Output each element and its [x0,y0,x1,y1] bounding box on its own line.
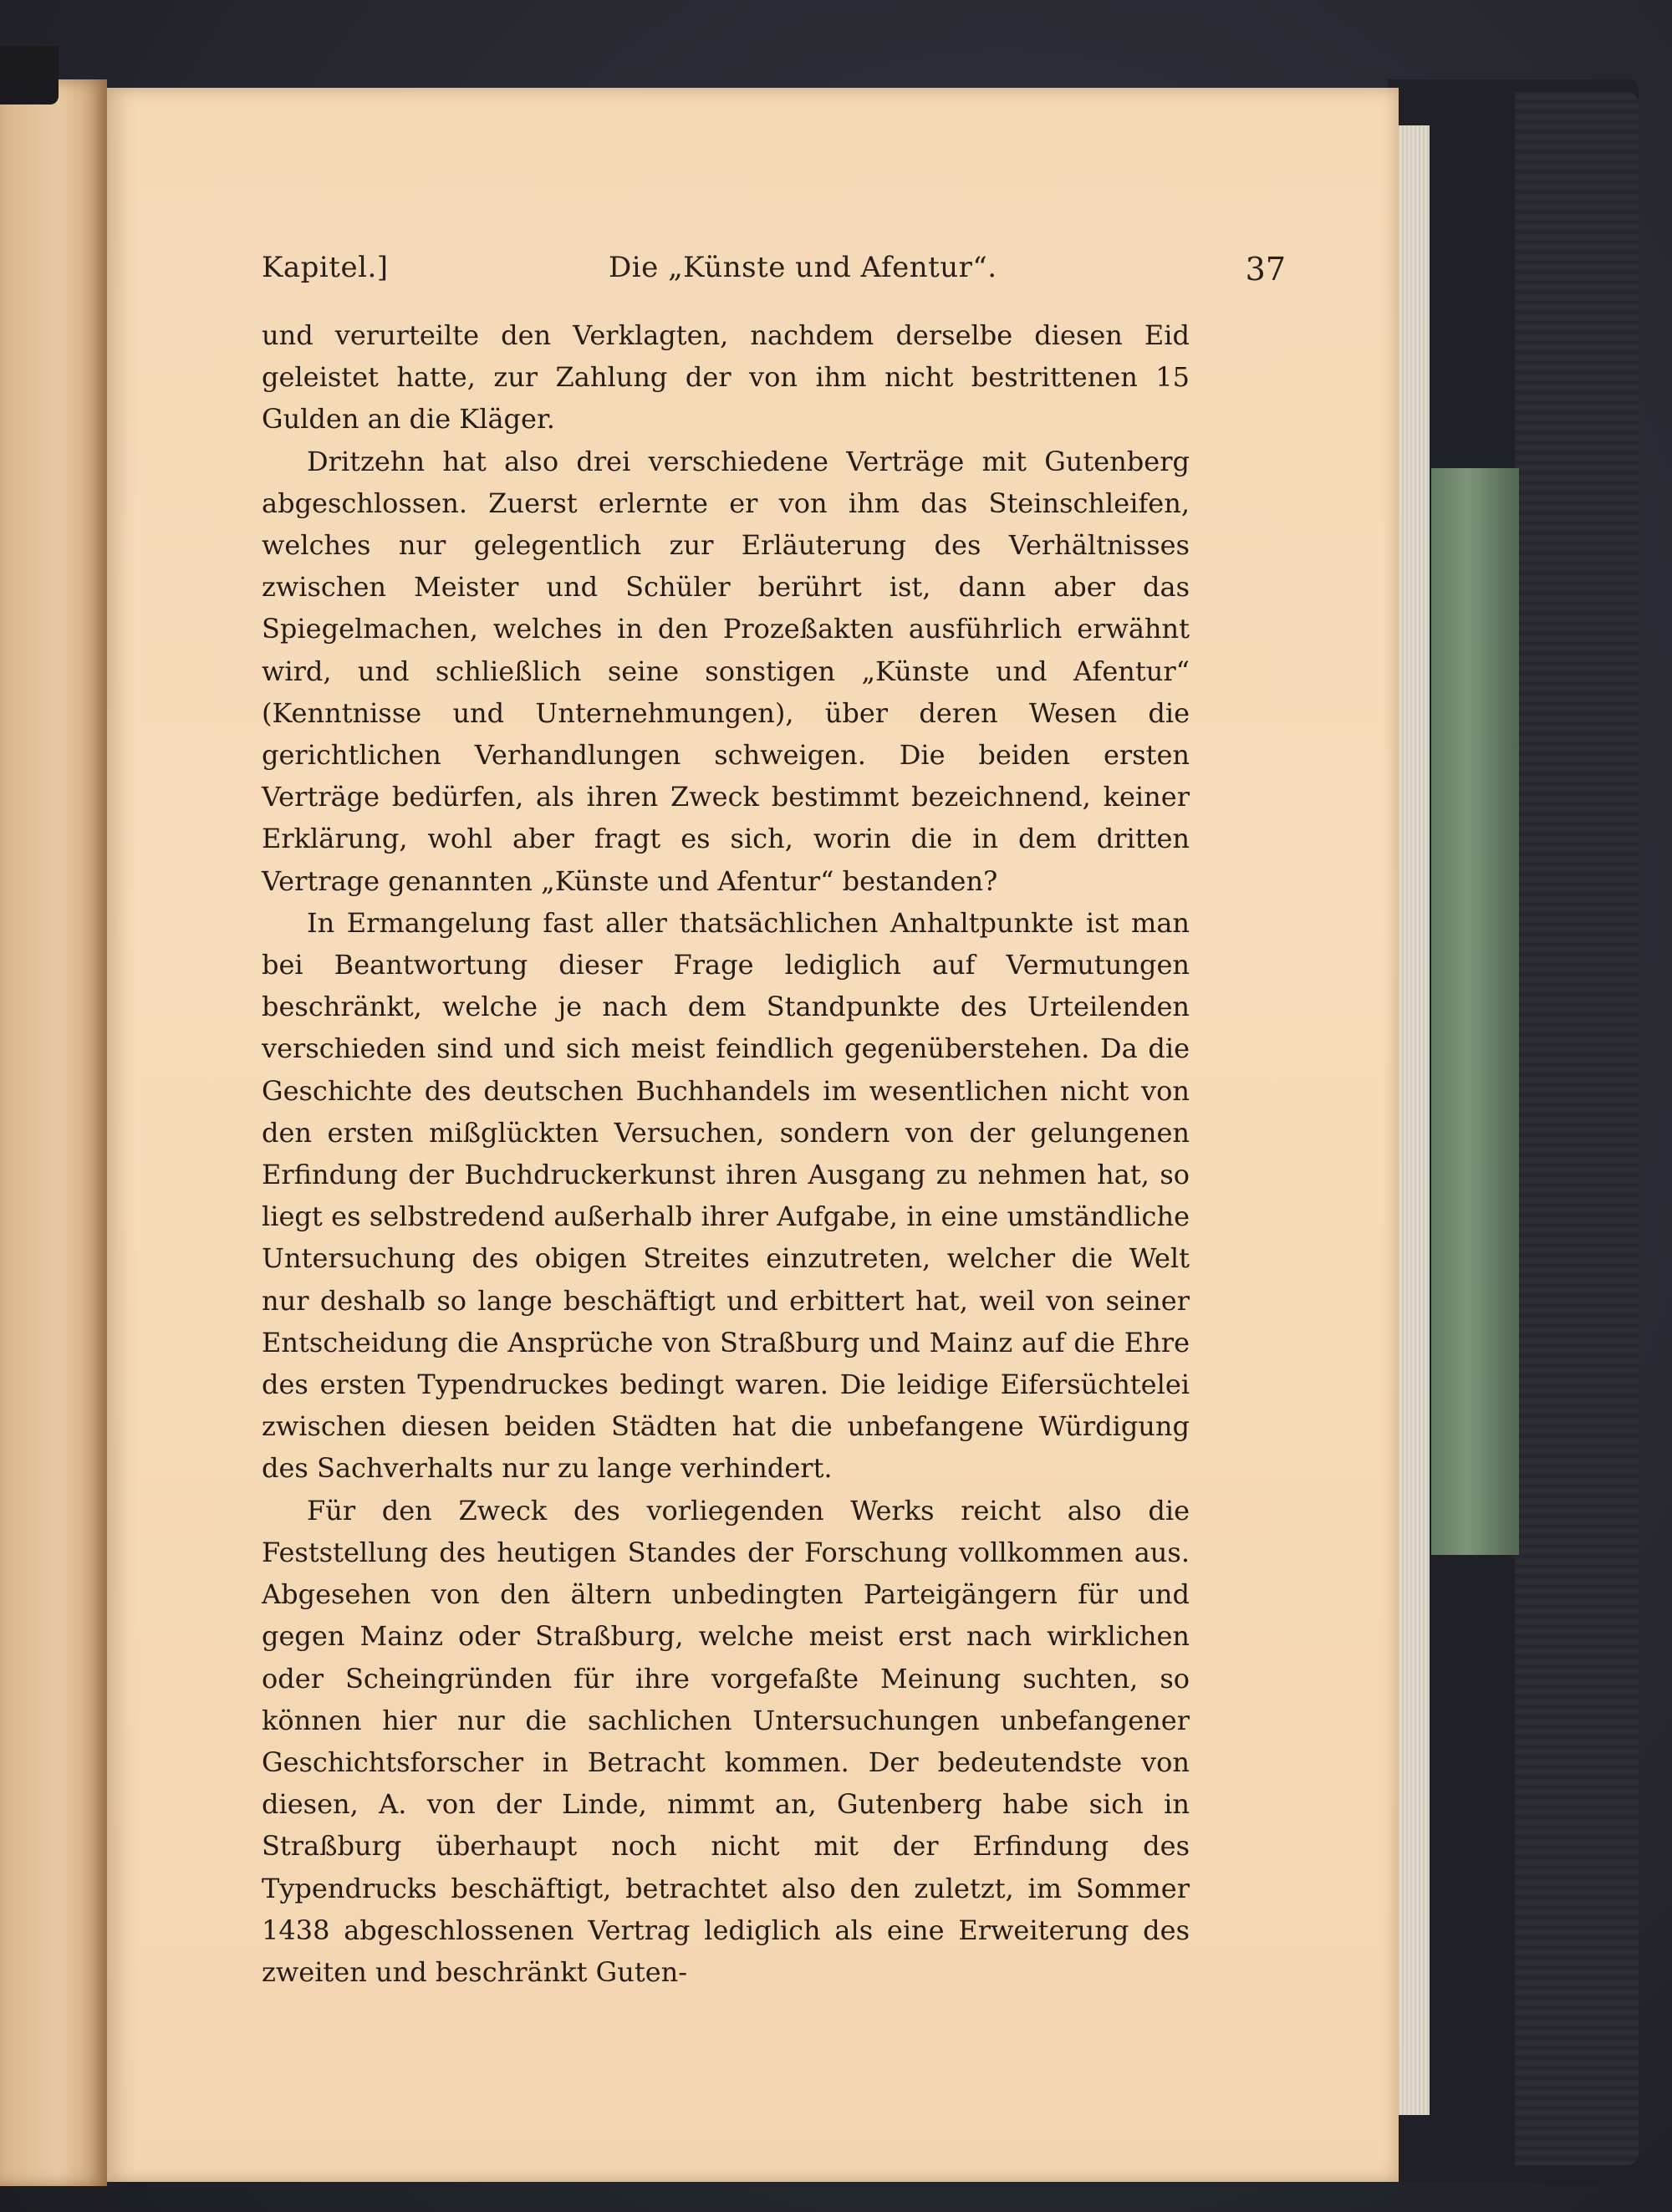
running-head [153,251,1286,293]
paragraph: und verurteilte den Verklagten, nachdem derselbe diesen Eid geleistet hatte, zur Zahlung der von ihm nicht bestrittenen 15 Gulden an die Kläger. [262,319,1190,436]
book-cover-corner [0,46,59,104]
marbled-endpaper [1431,468,1519,1555]
paragraph: In Ermangelung fast aller thatsächlichen Anhaltpunkte ist man bei Beantwortung dieser Frage lediglich auf Vermutungen beschränkt, welche je nach dem Standpunkte des Urteilenden verschieden sind und sich meist feindlich gegenüberstehen. Da die Geschichte des deutschen Buchhandels im wesentlichen nicht von den ersten mißglückten Versuchen, sondern von der gelungenen Erfindung der Buchdruckerkunst ihren Ausgang zu nehmen hat, so liegt es selbstredend außerhalb ihrer Aufgabe, in eine umständliche Untersuchung des obigen Streites einzutreten, welcher die Welt nur deshalb so lange beschäftigt und erbittert hat, weil von seiner Entscheidung die Ansprüche von Straßburg und Mainz auf die Ehre des ersten Typendruckes bedingt waren. Die leidige Eifersüchtelei zwischen diesen beiden Städten hat die unbefangene Würdigung des Sachverhalts nur zu lange verhindert. [262,906,1190,1485]
chapter-label: Kapitel.] [262,251,389,284]
section-title: Die „Künste und Afentur“. [609,251,997,284]
facing-page-edge [0,79,107,2186]
page-number: 37 [1245,251,1286,288]
book-spine [1515,92,1639,2165]
page-edges [1394,125,1430,2115]
paragraph: Dritzehn hat also drei verschiedene Verträge mit Gutenberg abgeschlossen. Zuerst erlernte er von ihm das Steinschleifen, welches nur gelegentlich zur Erläuterung des Verhältnisses zwischen Meister und Schüler berührt ist, dann aber das Spiegelmachen, welches in den Prozeßakten ausführlich erwähnt wird, und schließlich seine sonstigen „Künste und Afentur“ (Kenntnisse und Unternehmungen), über deren Wesen die gerichtlichen Verhandlungen schweigen. Die beiden ersten Verträge bedürfen, als ihren Zweck bestimmt bezeichnend, keiner Erklärung, wohl aber fragt es sich, worin die in dem dritten Vertrage genannten „Künste und Afentur“ bestanden? [262,445,1190,897]
paragraph: Für den Zweck des vorliegenden Werks reicht also die Feststellung des heutigen Standes der Forschung vollkommen aus. Abgesehen von den ältern unbedingten Parteigängern für und gegen Mainz oder Straßburg, welche meist erst nach wirklichen oder Scheingründen für ihre vorgefaßte Meinung suchten, so können hier nur die sachlichen Untersuchungen unbefangener Geschichtsforscher in Betracht kommen. Der bedeutendste von diesen, A. von der Linde, nimmt an, Gutenberg habe sich in Straßburg überhaupt noch nicht mit der Erfindung des Typendrucks beschäftigt, betrachtet also den zuletzt, im Sommer 1438 abgeschlossenen Vertrag lediglich als eine Erweiterung des zweiten und beschränkt Guten- [262,1494,1190,1988]
body-text [262,314,1190,1993]
